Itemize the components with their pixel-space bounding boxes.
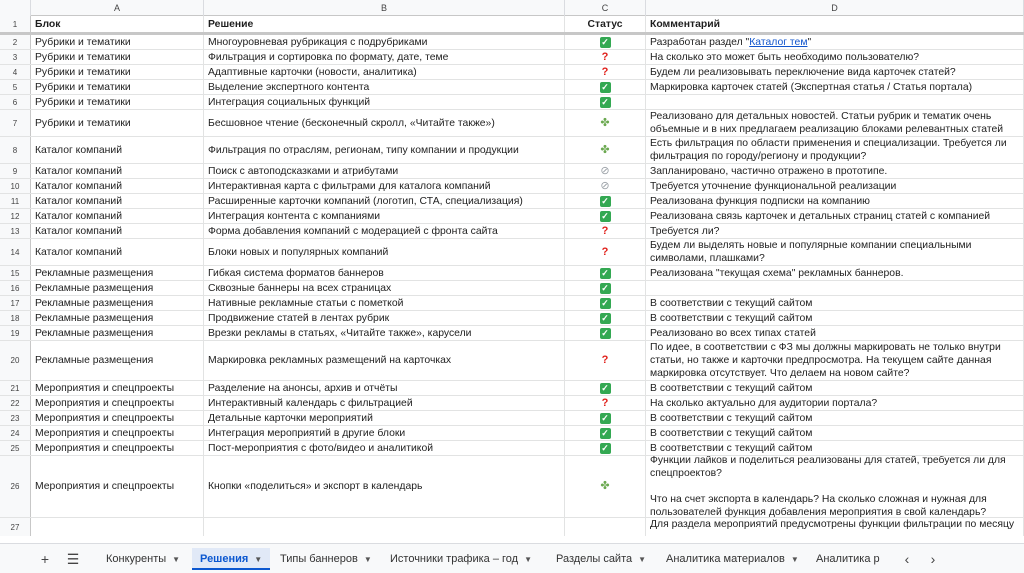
- table-row: [0, 95, 1024, 110]
- checkmark-icon: ✓: [601, 36, 609, 47]
- column-header-b[interactable]: B: [204, 0, 565, 16]
- cell-status[interactable]: [565, 296, 646, 310]
- cell-comment[interactable]: Есть фильтрация по области применения и специализации. Требуется ли фильтрация по городу/региону и продукции?: [646, 137, 1024, 163]
- table-row: [0, 441, 1024, 456]
- row-number[interactable]: 18: [0, 311, 31, 325]
- header-block[interactable]: Блок: [31, 16, 204, 32]
- cell-comment[interactable]: На сколько это может быть необходимо пользователю?: [646, 50, 1024, 64]
- header-status[interactable]: Статус: [565, 16, 646, 32]
- cell-comment[interactable]: [646, 281, 1024, 295]
- table-row: [0, 164, 1024, 179]
- question-mark-icon: ?: [601, 245, 609, 258]
- cell-status[interactable]: [565, 209, 646, 223]
- cell-comment[interactable]: Реализовано во всех типах статей: [646, 326, 1024, 340]
- cell-block[interactable]: Каталог компаний: [31, 164, 204, 178]
- cell-solution[interactable]: Расширенные карточки компаний (логотип, СТА, специализация): [204, 194, 565, 208]
- column-header-d[interactable]: D: [646, 0, 1024, 16]
- row-number[interactable]: 11: [0, 194, 31, 208]
- checkmark-icon: ✓: [601, 427, 609, 438]
- cell-block[interactable]: Рекламные размещения: [31, 296, 204, 310]
- cell-status[interactable]: [565, 224, 646, 238]
- sheet-tab[interactable]: [272, 548, 380, 570]
- tab-dropdown-icon[interactable]: ▼: [172, 555, 181, 564]
- cell-block[interactable]: [31, 518, 204, 536]
- table-row: [0, 281, 1024, 296]
- table-row: [0, 65, 1024, 80]
- prohibited-icon: ⊘: [600, 164, 610, 177]
- sheet-tab-label: Источники трафика – год: [390, 553, 519, 565]
- table-row: [0, 80, 1024, 95]
- row-number[interactable]: 3: [0, 50, 31, 64]
- question-mark-icon: ?: [601, 65, 609, 78]
- cell-block[interactable]: Рубрики и тематики: [31, 50, 204, 64]
- sheet-tab-label: Типы баннеров: [280, 553, 358, 565]
- cell-solution[interactable]: Сквозные баннеры на всех страницах: [204, 281, 565, 295]
- cell-solution[interactable]: Нативные рекламные статьи с пометкой: [204, 296, 565, 310]
- cell-solution[interactable]: Кнопки «поделиться» и экспорт в календарь: [204, 456, 565, 517]
- checkmark-icon: ✓: [601, 267, 609, 278]
- cell-comment[interactable]: Маркировка карточек статей (Экспертная статья / Статья портала): [646, 80, 1024, 94]
- cell-status[interactable]: [565, 411, 646, 425]
- row-number[interactable]: 4: [0, 65, 31, 79]
- header-comment[interactable]: Комментарий: [646, 16, 1024, 32]
- clover-icon: ✤: [600, 116, 610, 129]
- cell-status[interactable]: [565, 281, 646, 295]
- cell-solution[interactable]: Фильтрация и сортировка по формату, дате, теме: [204, 50, 565, 64]
- cell-status[interactable]: [565, 80, 646, 94]
- clover-icon: ✤: [600, 143, 610, 156]
- checkmark-icon: ✓: [601, 210, 609, 221]
- table-row: [0, 179, 1024, 194]
- table-row: [0, 396, 1024, 411]
- cell-comment[interactable]: Для раздела мероприятий предусмотрены функции фильтрации по месяцу: [646, 518, 1024, 536]
- row-number[interactable]: 9: [0, 164, 31, 178]
- header-row: [0, 16, 1024, 35]
- row-number[interactable]: 27: [0, 518, 31, 536]
- table-row: [0, 137, 1024, 164]
- cell-solution[interactable]: Интеграция социальных функций: [204, 95, 565, 109]
- sheet-tab-label: Аналитика р: [816, 553, 880, 565]
- cell-status[interactable]: [565, 137, 646, 163]
- row-number[interactable]: 2: [0, 35, 31, 49]
- cell-status[interactable]: [565, 35, 646, 49]
- clover-icon: ✤: [600, 480, 610, 492]
- comment-text-suffix: ": [807, 36, 812, 48]
- sheet-tab[interactable]: [808, 548, 888, 570]
- select-all-corner[interactable]: [0, 0, 31, 16]
- cell-block[interactable]: Рубрики и тематики: [31, 110, 204, 136]
- cell-solution[interactable]: Детальные карточки мероприятий: [204, 411, 565, 425]
- cell-block[interactable]: Рекламные размещения: [31, 311, 204, 325]
- table-row: [0, 50, 1024, 65]
- cell-comment[interactable]: Реализовано для детальных новостей. Статьи рубрик и тематик очень объемные и в них предлагаем реализацию блоками релевантных статей: [646, 110, 1024, 136]
- column-header-bar: [0, 0, 1024, 16]
- table-row: [0, 326, 1024, 341]
- cell-comment[interactable]: Реализована "текущая схема" рекламных баннеров.: [646, 266, 1024, 280]
- table-row: [0, 194, 1024, 209]
- cell-solution[interactable]: Маркировка рекламных размещений на карточках: [204, 341, 565, 380]
- row-number[interactable]: 21: [0, 381, 31, 395]
- row-number[interactable]: 14: [0, 239, 31, 265]
- cell-solution[interactable]: Адаптивные карточки (новости, аналитика): [204, 65, 565, 79]
- cell-block[interactable]: Каталог компаний: [31, 194, 204, 208]
- checkmark-icon: ✓: [601, 382, 609, 393]
- cell-solution[interactable]: Интеграция контента с компаниями: [204, 209, 565, 223]
- table-row: [0, 224, 1024, 239]
- cell-block[interactable]: Рубрики и тематики: [31, 80, 204, 94]
- row-number[interactable]: 7: [0, 110, 31, 136]
- checkmark-icon: ✓: [601, 312, 609, 323]
- cell-block[interactable]: Каталог компаний: [31, 209, 204, 223]
- table-row: [0, 311, 1024, 326]
- cell-status[interactable]: [565, 518, 646, 536]
- all-sheets-menu-button[interactable]: ☰: [66, 550, 80, 567]
- sheet-tab[interactable]: [192, 548, 270, 570]
- cell-solution[interactable]: Гибкая система форматов баннеров: [204, 266, 565, 280]
- scroll-tabs-left-button[interactable]: ‹: [904, 551, 910, 567]
- cell-status[interactable]: [565, 50, 646, 64]
- cell-status[interactable]: [565, 164, 646, 178]
- cell-block[interactable]: Рекламные размещения: [31, 326, 204, 340]
- cell-block[interactable]: Мероприятия и спецпроекты: [31, 381, 204, 395]
- sheet-tab-label: Конкуренты: [106, 553, 167, 565]
- cell-status[interactable]: [565, 95, 646, 109]
- cell-solution[interactable]: Многоуровневая рубрикация с подрубриками: [204, 35, 565, 49]
- tab-dropdown-icon[interactable]: ▼: [254, 555, 263, 564]
- cell-comment[interactable]: Запланировано, частично отражено в прототипе.: [646, 164, 1024, 178]
- checkmark-icon: ✓: [601, 96, 609, 107]
- table-row: [0, 411, 1024, 426]
- row-number[interactable]: 20: [0, 341, 31, 380]
- cell-solution[interactable]: Бесшовное чтение (бесконечный скролл, «Читайте также»): [204, 110, 565, 136]
- cell-status[interactable]: [565, 426, 646, 440]
- cell-block[interactable]: Рубрики и тематики: [31, 65, 204, 79]
- cell-block[interactable]: Рекламные размещения: [31, 281, 204, 295]
- cell-solution[interactable]: Фильтрация по отраслям, регионам, типу компании и продукции: [204, 137, 565, 163]
- row-number[interactable]: 16: [0, 281, 31, 295]
- cell-block[interactable]: Каталог компаний: [31, 239, 204, 265]
- table-row: [0, 426, 1024, 441]
- table-row: [0, 35, 1024, 50]
- cell-solution[interactable]: [204, 518, 565, 536]
- cell-status[interactable]: [565, 194, 646, 208]
- checkmark-icon: ✓: [601, 297, 609, 308]
- cell-block[interactable]: Мероприятия и спецпроекты: [31, 411, 204, 425]
- sheet-tab-label: Решения: [200, 553, 249, 565]
- table-row: [0, 266, 1024, 281]
- sheet-tab-label: Аналитика материалов: [666, 553, 785, 565]
- cell-solution[interactable]: Выделение экспертного контента: [204, 80, 565, 94]
- cell-solution[interactable]: Поиск с автоподсказками и атрибутами: [204, 164, 565, 178]
- cell-comment[interactable]: В соответствии с текущий сайтом: [646, 381, 1024, 395]
- cell-block[interactable]: Мероприятия и спецпроекты: [31, 456, 204, 517]
- checkmark-icon: ✓: [601, 442, 609, 453]
- sheet-tab[interactable]: [658, 548, 807, 570]
- row-number[interactable]: 6: [0, 95, 31, 109]
- column-header-a[interactable]: A: [31, 0, 204, 16]
- cell-comment[interactable]: Будем ли выделять новые и популярные компании специальными символами, плашками?: [646, 239, 1024, 265]
- cell-block[interactable]: Мероприятия и спецпроекты: [31, 396, 204, 410]
- row-number[interactable]: 8: [0, 137, 31, 163]
- cell-solution[interactable]: Продвижение статей в лентах рубрик: [204, 311, 565, 325]
- row-number[interactable]: 13: [0, 224, 31, 238]
- row-number[interactable]: 5: [0, 80, 31, 94]
- table-row: [0, 209, 1024, 224]
- cell-solution[interactable]: Блоки новых и популярных компаний: [204, 239, 565, 265]
- question-mark-icon: ?: [601, 396, 609, 409]
- row-number[interactable]: 23: [0, 411, 31, 425]
- cell-solution[interactable]: Интеграция мероприятий в другие блоки: [204, 426, 565, 440]
- row-number[interactable]: 26: [0, 456, 31, 517]
- cell-block[interactable]: Мероприятия и спецпроекты: [31, 441, 204, 455]
- header-solution[interactable]: Решение: [204, 16, 565, 32]
- cell-status[interactable]: [565, 179, 646, 193]
- cell-comment[interactable]: На сколько актуально для аудитории портала?: [646, 396, 1024, 410]
- row-number[interactable]: 25: [0, 441, 31, 455]
- cell-status[interactable]: [565, 341, 646, 380]
- cell-comment[interactable]: В соответствии с текущий сайтом: [646, 426, 1024, 440]
- table-row: [0, 456, 1024, 518]
- cell-comment[interactable]: Будем ли реализовывать переключение вида карточек статей?: [646, 65, 1024, 79]
- cell-comment[interactable]: Функции лайков и поделиться реализованы для статей, требуется ли для спецпроектов? Что на счет экспорта в календарь? На сколько сложная и нужная для пользователей функция добавления мероприятия в свой календарь?: [646, 456, 1024, 517]
- table-row: [0, 381, 1024, 396]
- cell-status[interactable]: [565, 381, 646, 395]
- row-number[interactable]: 22: [0, 396, 31, 410]
- sheet-tab-label: Разделы сайта: [556, 553, 633, 565]
- cell-solution[interactable]: Форма добавления компаний с модерацией с фронта сайта: [204, 224, 565, 238]
- cell-solution[interactable]: Разделение на анонсы, архив и отчёты: [204, 381, 565, 395]
- tab-dropdown-icon[interactable]: ▼: [363, 555, 372, 564]
- checkmark-icon: ✓: [601, 195, 609, 206]
- tab-dropdown-icon[interactable]: ▼: [790, 555, 799, 564]
- sheet-tab[interactable]: [98, 548, 188, 570]
- cell-comment[interactable]: Реализована связь карточек и детальных страниц статей с компанией: [646, 209, 1024, 223]
- cell-comment[interactable]: В соответствии с текущий сайтом: [646, 441, 1024, 455]
- cell-comment[interactable]: Требуется уточнение функциональной реализации: [646, 179, 1024, 193]
- cell-block[interactable]: Рекламные размещения: [31, 266, 204, 280]
- cell-status[interactable]: [565, 110, 646, 136]
- question-mark-icon: ?: [601, 50, 609, 63]
- cell-comment[interactable]: Требуется ли?: [646, 224, 1024, 238]
- cell-solution[interactable]: Пост-мероприятия с фото/видео и аналитикой: [204, 441, 565, 455]
- tab-dropdown-icon[interactable]: ▼: [638, 555, 647, 564]
- row-number[interactable]: 15: [0, 266, 31, 280]
- cell-comment[interactable]: В соответствии с текущий сайтом: [646, 411, 1024, 425]
- question-mark-icon: ?: [601, 354, 609, 366]
- column-header-c[interactable]: C: [565, 0, 646, 16]
- cell-comment[interactable]: В соответствии с текущий сайтом: [646, 296, 1024, 310]
- cell-status[interactable]: [565, 65, 646, 79]
- sheet-tab-bar: [0, 543, 1024, 573]
- cell-status[interactable]: [565, 396, 646, 410]
- cell-block[interactable]: Каталог компаний: [31, 179, 204, 193]
- comment-text: Разработан раздел ": [650, 36, 750, 48]
- checkmark-icon: ✓: [601, 412, 609, 423]
- checkmark-icon: ✓: [601, 327, 609, 338]
- table-row: [0, 296, 1024, 311]
- cell-solution[interactable]: Интерактивная карта с фильтрами для каталога компаний: [204, 179, 565, 193]
- cell-comment[interactable]: [646, 95, 1024, 109]
- table-row: [0, 518, 1024, 536]
- row-number[interactable]: 24: [0, 426, 31, 440]
- checkmark-icon: ✓: [601, 282, 609, 293]
- cell-block[interactable]: Мероприятия и спецпроекты: [31, 426, 204, 440]
- table-row: [0, 341, 1024, 381]
- scroll-tabs-right-button[interactable]: ›: [930, 551, 936, 567]
- table-row: [0, 110, 1024, 137]
- cell-block[interactable]: Рекламные размещения: [31, 341, 204, 380]
- cell-solution[interactable]: Врезки рекламы в статьях, «Читайте также», карусели: [204, 326, 565, 340]
- cell-block[interactable]: Каталог компаний: [31, 224, 204, 238]
- add-sheet-button[interactable]: +: [40, 551, 50, 567]
- cell-solution[interactable]: Интерактивный календарь с фильтрацией: [204, 396, 565, 410]
- cell-status[interactable]: [565, 441, 646, 455]
- cell-comment[interactable]: В соответствии с текущий сайтом: [646, 311, 1024, 325]
- row-number[interactable]: 12: [0, 209, 31, 223]
- row-number[interactable]: 19: [0, 326, 31, 340]
- row-number[interactable]: 1: [0, 16, 31, 32]
- cell-comment[interactable]: По идее, в соответствии с ФЗ мы должны маркировать не только внутри статьи, но также и карточки предпросмотра. На текущем сайте данная маркировка отсутствует. Что делаем на новом сайте?: [646, 341, 1024, 380]
- cell-status[interactable]: [565, 311, 646, 325]
- question-mark-icon: ?: [601, 224, 609, 237]
- cell-status[interactable]: [565, 456, 646, 517]
- catalog-link[interactable]: Каталог тем: [749, 36, 808, 48]
- cell-comment[interactable]: Реализована функция подписки на компанию: [646, 194, 1024, 208]
- cell-block[interactable]: Рубрики и тематики: [31, 95, 204, 109]
- checkmark-icon: ✓: [601, 81, 609, 92]
- row-number[interactable]: 10: [0, 179, 31, 193]
- prohibited-icon: ⊘: [600, 179, 610, 192]
- cell-block[interactable]: Рубрики и тематики: [31, 35, 204, 49]
- tab-dropdown-icon[interactable]: ▼: [524, 555, 533, 564]
- cell-block[interactable]: Каталог компаний: [31, 137, 204, 163]
- cell-comment[interactable]: [646, 35, 1024, 49]
- sheet-tab[interactable]: [548, 548, 654, 570]
- cell-status[interactable]: [565, 266, 646, 280]
- table-row: [0, 239, 1024, 266]
- cell-status[interactable]: [565, 239, 646, 265]
- row-number[interactable]: 17: [0, 296, 31, 310]
- cell-status[interactable]: [565, 326, 646, 340]
- sheet-tab[interactable]: [382, 548, 540, 570]
